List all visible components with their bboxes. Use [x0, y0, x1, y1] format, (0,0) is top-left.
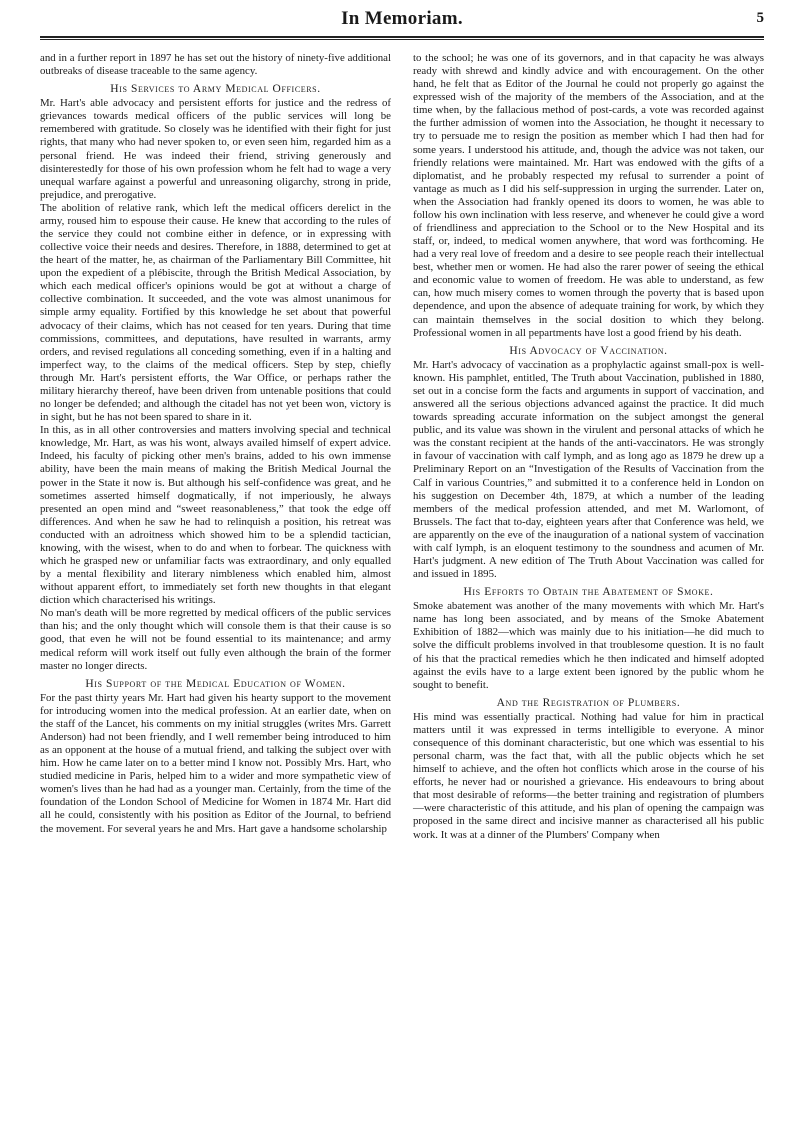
paragraph: For the past thirty years Mr. Hart had given his hearty support to the movement for introducing women into the medical profession. At an earlier date, when on the staff of the Lancet, his comments on my initial struggles (writes Mrs. Garrett Anderson) had not been friendly, and I well remember being introduced to him as an opponent at the house of a mutual friend, and talking the subject over with him. How he came later on to a better mind I know not. Possibly Mrs. Hart, who studied medicine in Paris, helped him to a wider and more sympathetic view of women's lives than he had had as a younger man. Certainly, from the time of the foundation of the London School of Medicine for Women in 1874 Mr. Hart did all he could, consistently with his position as Editor of the Journal, to befriend the movement. For several years he and Mrs. Hart gave a handsome scholarship [40, 691, 391, 835]
paragraph: The abolition of relative rank, which left the medical officers derelict in the army, roused him to espouse their cause. He knew that according to the rules of the service they could not combine either in defence, or in expressing with collective voice their needs and desires. Therefore, in 1888, determined to get at the heart of the matter, he, as chairman of the Parliamentary Bill Committee, hit upon the expedient of a plébiscite, through the British Medical Association, by which each medical officer's opinions would be got at without a charge of collective combination. It succeeded, and the vote was almost unanimous for simple army equality. Fortified by this knowledge he set about that powerful advocacy of their claims, which has not ceased for ten years. During that time commissions, committees, and deputations, have resulted in warrants, army orders, and revised regulations all conceding something, even if in a halting and imperfect way, to the claims of the medical officers. Step by step, chiefly through Mr. Hart's persistent efforts, the War Office, or perhaps rather the military hierarchy thereof, have been driven from untenable positions that could no longer be defended; and although the citadel has not yet been won, victory is in sight, but he has not been spared to share in it. [40, 201, 391, 424]
paragraph: and in a further report in 1897 he has set out the history of ninety-five additional outbreaks of disease traceable to the same agency. [40, 52, 391, 78]
section-heading: His Efforts to Obtain the Abatement of Smoke. [463, 586, 714, 599]
section-heading: His Support of the Medical Education of Women. [85, 677, 346, 690]
article-columns [40, 52, 764, 842]
paragraph: Mr. Hart's advocacy of vaccination as a prophylactic against small-pox is well-known. His pamphlet, entitled, The Truth about Vaccination, published in 1880, set out in a concise form the facts and arguments in support of vaccination, and answered all the serious objections advanced against the practice. It did much towards spreading accurate information on the subject amongst the general public, and its value was shown in the virulent and personal attacks of which he was the constant recipient at the hands of the anti-vaccinators. He was strongly in favour of vaccination with calf lymph, and as long ago as 1879 he drew up a Preliminary Report on an “Investigation of the Results of Vaccination from the Calf in various Countries,” and submitted it to a conference held in London on his suggestion on December 4th, 1879, at which a number of the leading members of the medical profession attended, and met M. Warlomont, of Brussels. The fact that to-day, eighteen years after that Conference was held, we are apparently on the eve of the inauguration of a national system of vaccination with calf lymph, is an eloquent testimony to the soundness and acumen of Mr. Hart's judgment. A new edition of The Truth About Vaccination was called for and issued in 1895. [413, 358, 764, 581]
header-rule [40, 36, 764, 40]
section-heading: His Advocacy of Vaccination. [509, 344, 668, 357]
page-number: 5 [756, 10, 764, 26]
paragraph: No man's death will be more regretted by medical officers of the public services than his; and the only thought which will console them is that their cause is so good, that even he will not be found essential to its maintenance; and army medical reform will work itself out fully even although the brain of the former master no longer directs. [40, 607, 391, 672]
right-column [413, 52, 764, 842]
running-title: In Memoriam. [341, 8, 463, 29]
page-header [40, 8, 764, 34]
paragraph: Mr. Hart's able advocacy and persistent efforts for justice and the redress of grievances towards medical officers of the public services will long be remembered with gratitude. So closely was he identified with their fight for just rights, that many who had never spoken to, or even seen him, regarded him as a personal friend. He was indeed their friend, striving generously and disinterestedly for those of his own profession whom he felt had to wage a very unequal warfare against a powerful and unreasoning oligarchy, strong in pride, prejudice, and prerogative. [40, 97, 391, 201]
paragraph: His mind was essentially practical. Nothing had value for him in practical matters until it was expressed in terms intelligible to everyone. A minor consequence of this dominant characteristic, but one which was essential to his personal charm, was the fact that, with all the public objects which he set himself to achieve, and the often hot conflicts which arose in the course of his efforts, he never had or nourished a grievance. His endeavours to bring about that most desirable of reforms—the better training and registration of plumbers—were characteristic of this attitude, and his plan of opening the campaign was proposed in the same direct and incisive manner as characterised all his public work. It was at a dinner of the Plumbers' Company when [413, 710, 764, 841]
section-heading: And the Registration of Plumbers. [496, 696, 681, 709]
page [0, 8, 800, 1125]
paragraph: to the school; he was one of its governors, and in that capacity he was always ready with shrewd and kindly advice and with encouragement. On the other hand, he felt that as Editor of the Journal he could not properly go against the expressed wish of the majority of the members of the Association, and at the time when, by the fallacious method of post-cards, a vote was recorded against the further admission of women into the Association, he thought it necessary to try to persuade me to resign the position as member which I had then had for some years. I understood his attitude, and, though the advice was not taken, our friendly relations were maintained. Mr. Hart was endowed with the gifts of a diplomatist, and he probably respected my refusal to surrender a point of vantage as much as I did his self-suppression in urging the surrender. Later on, when the Association had frankly opened its doors to women, he was able to follow his own inclination with less reserve, and whenever he could give a word of friendliness and appreciation to the School or to the New Hospital and its staff, or, indeed, to medical women anywhere, that word was forthcoming. He had a very real love of freedom and a desire to see people reach their intellectual best, whether men or women. He had also the rarer power of seeing the ethical and economic value to women of freedom. He was able to understand, as few can, how much misery comes to women through the poverty that is based upon dependence, and upon the absence of adequate training for work, by which they can maintain themselves in the social dosition to which they belong. Professional women in all pepartments have lost a good friend by his death. [413, 52, 764, 339]
section-heading: His Services to Army Medical Officers. [110, 83, 321, 96]
paragraph: Smoke abatement was another of the many movements with which Mr. Hart's name has long been associated, and by means of the Smoke Abatement Exhibition of 1882—which was mainly due to his initiation—he did much to solve the difficult problems involved in that troublesome question. It is no fault of his that the practical remedies which he then indicated and himself adopted against the evils have to a large extent been ignored by the public whom he sought to benefit. [413, 600, 764, 691]
paragraph: In this, as in all other controversies and matters involving special and technical knowledge, Mr. Hart, as was his wont, always availed himself of expert advice. Indeed, his faculty of picking other men's brains, added to his own immense ability, have been the main means of making the British Medical Journal the power in the State it now is. But although his self-confidence was great, and he sometimes asserted himself dogmatically, if not imperiously, he always presented an open mind and “sweet reasonableness,” that took the edge off differences. And when he saw he had to relinquish a position, his retreat was conducted with an adroitness which showed him to be a splendid tactician, knowing, with the wisest, when to do and when to forbear. The quickness with which he grasped new or unfamiliar facts was extraordinary, and only equalled by a mental flexibility and literary nimbleness which enabled him, almost without apparent effort, to immediately set forth new thoughts in that elegant diction which characterised his writings. [40, 424, 391, 607]
left-column [40, 52, 391, 842]
